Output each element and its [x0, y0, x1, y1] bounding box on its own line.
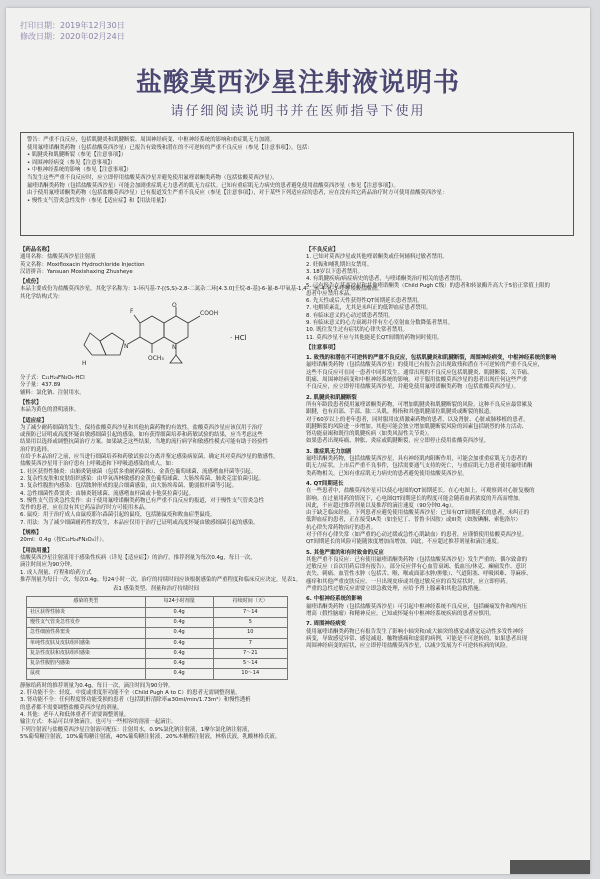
table-cell: 急性细菌性鼻窦炎: [27, 628, 146, 638]
table-header-cell: 持续时间（天）: [213, 597, 287, 607]
contraindication-line: 5. 已有报告在莫西沙星和其他喹诺酮类（Child Pugh C级）的患者和转氨酶升高大于5倍正常值上限的: [306, 283, 550, 290]
precaution-subheading: 1. 致残的和潜在不可逆转的严重不良反应，包括肌腱炎和肌腱断裂，周围神经病变，中枢神经系统的影响: [306, 355, 557, 362]
spec-line: 20ml：0.4g（按C₂₁H₂₄FN₃O₄计）。: [20, 537, 108, 544]
contraindication-line: 7. 电解质紊乱，尤其是未纠正的低钾血症患者禁用。: [306, 305, 432, 312]
precaution-subheading: 2. 肌腱炎和肌腱断裂: [306, 394, 357, 401]
table-cell: 7～14: [213, 607, 287, 617]
svg-text:COOH: COOH: [200, 310, 219, 318]
chemical-structure: [20, 303, 292, 373]
indication-line: 发作的患者，应在没有其它药品治疗时方可使用本品。: [20, 505, 150, 512]
precaution-line: 跟腱，也有肩部、手部、肱二头肌、拇指和其他肌腱部位肌腱炎或断裂的报道。: [306, 409, 495, 416]
after-table-lines: [20, 683, 292, 741]
table-cell: 复杂性皮肤和皮肤组织感染: [27, 648, 146, 658]
precaution-line: 肌腱断裂的风险进一步增加。其他可能会独立增加肌腱断裂风险的因素包括剧烈的体力活动、: [306, 423, 528, 430]
precaution-line: 增高（假性脑瘤）和精神反应。已知或怀疑有中枢神经系统疾病的患者应慎用。: [306, 610, 495, 617]
table-cell: 0.4g: [145, 617, 213, 627]
precaution-line: 周围神经病变的症状，应立即停用盐酸莫西沙星，以减少发展为不可逆转疾病的风险。: [306, 643, 511, 650]
precaution-subheading: 7. 周围神经病变: [306, 621, 347, 628]
contraindication-line: 患者中应禁用本品。: [306, 290, 355, 297]
boxed-warning: [20, 132, 574, 236]
precaution-line: 因此，不应超过推荐剂量以及推荐的滴注速度（90分钟0.4g）。: [306, 502, 457, 509]
precaution-line: 其他严重不良反应：已有使用氟喹诺酮类药物（包括盐酸莫西沙星）发生严重的、偶尔致命的: [306, 556, 528, 563]
warning-line: • 慢性支气管炎急性发作（参见【适应症】和【用法用量】）: [27, 197, 170, 204]
warning-line: • 周围神经病变（参见【注意事项】）: [27, 159, 116, 166]
contraindication-line: 3. 18岁以下患者禁用。: [306, 268, 363, 275]
contraindication-line: 10. 既往发生过有症状的心律失常者禁用。: [306, 327, 408, 334]
precaution-line: 氟喹诺酮类药物（包括盐酸莫西沙星）的使用已有报告会出现致残和潜在不可逆转的严重不良反应，: [306, 362, 544, 369]
table-row: [27, 628, 288, 638]
indication-lines: [20, 425, 292, 527]
contraindication-heading: 【不良反应】: [306, 247, 339, 253]
indication-line: 5. 慢性支气管炎急性发作：由于使用氟喹诺酮类药物已有严重不良反应的报道，对于慢性支气管炎急性: [20, 497, 265, 504]
warning-line: 由于使用氟喹诺酮类药物（包括盐酸莫西沙星）已有报道发生严重不良反应（参见【注意事项】），对于某些下列适应症的患者，应在没有其它药品治疗时方可使用盐酸莫西沙星：: [27, 190, 448, 197]
indication-line: 在给予本品治疗之前，应当进行细菌培养和药敏试验以分离并鉴定感染病原菌，确定其对莫西沙星的敏感性。: [20, 454, 279, 461]
contraindication-lines: [306, 254, 578, 342]
dosage-line: 5%葡萄糖注射液，10%葡萄糖注射液，40%葡萄糖注射液，20%木糖醇注射液，林格氏液，乳酸林格氏液。: [20, 733, 281, 740]
indication-line: 6. 鼠疫：用于治疗成人由鼠疫耶尔森菌引起的鼠疫，包括肺鼠疫和败血症型鼠疫。: [20, 512, 216, 519]
description-heading: 【性状】: [20, 399, 42, 406]
structure-diagram: [80, 303, 230, 373]
precaution-line: 不良反应，应立即停用盐酸莫西沙星，并避免使用氟喹诺酮类药物（包括盐酸莫西沙星）。: [306, 384, 519, 391]
table-cell: 0.4g: [145, 607, 213, 617]
table-header-cell: 感染的类型: [27, 597, 146, 607]
precaution-line: 肌痛、周围神经病变和中枢神经系统的影响。对于服用盐酸莫西沙星的患者出现任何这些严重: [306, 377, 528, 384]
precaution-line: 低钾血症的患者，正在接受IA类（如奎尼丁、普鲁卡因胺）或III类（如胺碘酮、索他洛尔）: [306, 517, 521, 524]
contraindication-line: 2. 妊娠和哺乳期妇女禁用。: [306, 261, 373, 268]
svg-text:N: N: [124, 343, 129, 351]
table-title: 表1 感染类型、剂量和治疗持续时间: [112, 586, 199, 593]
dosage-line: 3. 肾功能不全：任何程度肾功能受损的患者（包括肌酐清除率≤30ml/min/1.73m²）和慢性透析: [20, 697, 251, 704]
indication-line: 7. 用法：为了减少细菌耐药性的发生，本品应仅用于治疗已证明或高度怀疑由敏感细菌引起的感染。: [20, 519, 259, 526]
formula-line: 辅料：氯化钠、注射用水。: [20, 389, 85, 396]
document-subtitle: 请仔细阅读说明书并在医师指导下使用: [170, 104, 426, 119]
table-header-cell: 每24小时剂量: [145, 597, 213, 607]
indication-line: 2. 复杂性皮肤和皮肤组织感染：由甲氧西林敏感的金黄色葡萄球菌、大肠埃希菌、肺炎克雷伯菌引起。: [20, 475, 265, 482]
document-title: 盐酸莫西沙星注射液说明书: [135, 68, 460, 98]
dosage-line: 4. 其他：老年人和低体重者不需要调整剂量。: [20, 711, 130, 718]
contraindication-line: 9. 有临床意义的心力衰竭并伴有左心室射血分数降低者禁用。: [306, 319, 454, 326]
table-cell: 慢性支气管炎急性发作: [27, 617, 146, 627]
dosage-line: 滴注时间应为90分钟。: [20, 562, 76, 569]
table-cell: 单纯性皮肤及皮肤组织感染: [27, 638, 146, 648]
warning-line: 使用氟喹诺酮类药物（包括盐酸莫西沙星）已报告有致残和潜在的不可逆转的严重不良反应（参见【注意事项】），包括：: [27, 144, 313, 151]
formula-line: 分子量：437.89: [20, 382, 61, 389]
table-cell: 0.4g: [145, 648, 213, 658]
dosage-line: 盐酸莫西沙星注射液用于感染性疾病（详见【适应症】）的治疗。推荐剂量为每次0.4g，每日一次，: [20, 554, 256, 561]
print-date-stamp: [20, 20, 125, 42]
dosage-heading: 【用法用量】: [20, 547, 53, 554]
print-date: 打印日期：2019年12月30日: [20, 21, 125, 30]
table-row: [27, 607, 288, 617]
dosage-line: 2. 肝功能不全：轻度、中度或重度肝功能不全（Child Pugh A to C）的患者无需调整剂量。: [20, 690, 241, 697]
contraindication-line: 6. 先天性或后天性获得性QT间期延长患者禁用。: [306, 298, 423, 305]
page-shadow: [510, 860, 590, 874]
name-lines: [20, 254, 292, 276]
table-cell: 复杂性腹腔内感染: [27, 659, 146, 669]
ingredient-line: 其化学结构式为：: [20, 293, 64, 300]
leaflet-sheet: [6, 8, 590, 874]
precaution-subheading: 5. 其他严重的和有时致命的反应: [306, 549, 384, 556]
precaution-line: 由于缺乏临床经验，下列患者应避免使用盐酸莫西沙星：已知有QT间期延长的患者，未纠正的: [306, 510, 530, 517]
precaution-subheading: 3. 重症肌无力加剧: [306, 448, 352, 455]
indication-line: 4. 急性细菌性鼻窦炎：由肺炎链球菌、流感嗜血杆菌或卡他莫拉菌引起。: [20, 490, 194, 497]
table-body: [27, 607, 288, 679]
precaution-line: 严重的急性过敏反应需要立即急救处理，应给予肾上腺素和其他急救措施。: [306, 586, 484, 593]
table-cell: 10: [213, 628, 287, 638]
right-column: [306, 244, 578, 864]
indication-line: 结果用以选择或调整抗菌治疗方案。如果缺乏这些结果，当地的流行病学和敏感性模式可能有助于经验性: [20, 439, 268, 446]
precaution-line: 肌无力症状。上市后严重不良事件，包括需要通气支持的死亡，与重症肌无力患者使用氟喹诺酮: [306, 463, 533, 470]
table-header-row: [27, 597, 288, 607]
table-cell: 10～14: [213, 669, 287, 679]
table-cell: 0.4g: [145, 628, 213, 638]
ingredient-line: 本品主要成份为盐酸莫西沙星，其化学名称为：1-环丙基-7-[(S,S)-2,8-二氮杂二环[4.3.0]壬烷-8-基]-6-氟-8-甲氧基-1,4-二氢-4-氧-3-喹啉羧酸盐酸盐。: [20, 286, 383, 293]
precaution-subheading: 4. QT间期延长: [306, 480, 344, 487]
precaution-line: 丧失、刺痛、血管性水肿（包括舌、喉、喉或面部水肿/肿胀）、气道阻塞、呼吸困难、荨麻疹、: [306, 571, 532, 578]
indication-line: 治疗的选择。: [20, 446, 53, 453]
indication-line: 3. 复杂性腹腔内感染：包括脓肿形成的混合细菌感染，由大肠埃希菌、脆弱拟杆菌等引起。: [20, 483, 238, 490]
dosage-line: 1. 成人剂量、疗程和给药方式: [20, 569, 92, 576]
formula-line: 分子式：C₂₁H₂₄FN₃O₄·HCl: [20, 375, 85, 382]
dosage-lines: [20, 554, 302, 584]
name-line: 通用名称：盐酸莫西沙星注射液: [20, 254, 96, 261]
precaution-heading: 【注意事项】: [306, 344, 339, 351]
precaution-line: 病变，导致感觉异常、感觉减退、触物感痛和虚弱的病例，可能是不可逆转的。如果患者出现: [306, 635, 528, 642]
warning-line: • 肌腱炎和肌腱断裂（参见【注意事项】）: [27, 152, 127, 159]
dosage-line: 推荐剂量为每日一次，每次0.4g。每24小时一次。治疗的持续时间应该根据感染的严重程度和临床反应决定，见表1。: [20, 576, 302, 583]
svg-text:H: H: [82, 360, 87, 368]
table-cell: 社区获得性肺炎: [27, 607, 146, 617]
precaution-line: QT间期延长的风险可能随浓度增加而增加，因此，不应超过推荐剂量和滴注速度。: [306, 539, 503, 546]
table-cell: 5～14: [213, 659, 287, 669]
name-line: 汉语拼音：Yansuan Moxishaxing Zhusheye: [20, 268, 133, 275]
table-row: [27, 638, 288, 648]
warning-line: 当发生这些严重不良反应时，应立即停用盐酸莫西沙星并避免使用氟喹诺酮类药物（包括盐酸莫西沙星）。: [27, 174, 278, 181]
table-cell: 7: [213, 638, 287, 648]
warning-line: 氟喹诺酮类药物（包括盐酸莫西沙星）可能会加剧重症肌无力患者的肌无力症状。已知有重症肌无力病史的患者避免使用盐酸莫西沙星（参见【注意事项】）。: [27, 182, 399, 189]
indication-line: 1. 社区获得性肺炎：由肺炎链球菌（包括多重耐药菌株）、金黄色葡萄球菌、流感嗜血杆菌等引起。: [20, 468, 256, 475]
description-line: 本品为黄色的澄明液体。: [20, 407, 80, 414]
svg-text:O: O: [172, 302, 177, 310]
table-row: [27, 659, 288, 669]
table-cell: 0.4g: [145, 669, 213, 679]
precaution-line: 对于伴有心律失常（如严重的心动过缓或急性心肌缺血）的患者，应谨慎使用盐酸莫西沙星。: [306, 531, 528, 538]
table-cell: 鼠疫: [27, 669, 146, 679]
contraindication-line: 11. 莫西沙星不应与其他能延长QT间期的药物同时使用。: [306, 334, 443, 341]
indication-line: 或预防已证明或高度怀疑由敏感细菌引起的感染。如有获得细菌培养和药敏试验的结果，应当考虑这些: [20, 432, 263, 439]
table-cell: 5: [213, 617, 287, 627]
table-row: [27, 617, 288, 627]
formula-lines: [20, 375, 292, 397]
indication-line: 为了减少耐药细菌的发生，保持盐酸莫西沙星和其他抗菌药物的有效性，盐酸莫西沙星应该仅用于治疗: [20, 424, 263, 431]
spec-lines: [20, 537, 292, 544]
precaution-line: 抗心律失常药物治疗的患者。: [306, 524, 377, 531]
contraindication-line: 1. 已知对莫西沙星或其他喹诺酮类或任何辅料过敏者禁用。: [306, 254, 448, 261]
contraindication-line: 8. 有临床意义的心动过缓患者禁用。: [306, 312, 394, 319]
name-line: 英文名称：Moxifloxacin Hydrochloride Injection: [20, 261, 145, 268]
precaution-block: [306, 355, 578, 650]
table-cell: 7～21: [213, 648, 287, 658]
precaution-line: 使用氟喹诺酮类药物已有报告发生了影响小轴突和/或大轴突的感觉或感觉运动性多发性神经: [306, 628, 524, 635]
precaution-line: 所有年龄段患者使用氟喹诺酮类药物，可增加肌腱炎和肌腱断裂的风险。这种不良反应最常累及: [306, 401, 533, 408]
precaution-line: 肾功能衰竭和既往的肌腱疾病（如类风湿性关节炎）。: [306, 431, 433, 438]
table-cell: 0.4g: [145, 659, 213, 669]
hcl-label: · HCl: [230, 334, 247, 343]
svg-text:OCH₃: OCH₃: [148, 355, 164, 363]
contraindication-line: 4. 有肌腱疾病/病症病史的患者，与喹诺酮类治疗相关的患者禁用。: [306, 276, 466, 283]
precaution-line: 如果患者出现疼痛、肿胀、炎症或肌腱断裂，应立即停止使用盐酸莫西沙星。: [306, 438, 490, 445]
name-heading: 【药品名称】: [20, 247, 53, 253]
precaution-line: 氟喹诺酮类药物，包括盐酸莫西沙星，具有神经肌肉阻断作用，可能会加重重症肌无力患者的: [306, 456, 528, 463]
precaution-line: 这些不良反应可在同一患者中同时发生。通常出现的不良反应包括肌腱炎、肌腱断裂、关节痛、: [306, 369, 533, 376]
spec-heading: 【规格】: [20, 530, 42, 537]
precaution-line: 类药物相关。已知有重症肌无力病史的患者避免使用盐酸莫西沙星。: [306, 470, 468, 477]
table-cell: 0.4g: [145, 638, 213, 648]
table-row: [27, 648, 288, 658]
precaution-subheading: 6. 中枢神经系统的影响: [306, 596, 363, 603]
dosage-line: 下列注射液与盐酸莫西沙星注射液可配伍：注射用水，0.9%氯化钠注射液，1摩尔氯化钠注射液，: [20, 726, 253, 733]
warning-line: • 中枢神经系统的影响（参见【注意事项】）: [27, 167, 132, 174]
precaution-line: 氟喹诺酮类药物（包括盐酸莫西沙星）可引起中枢神经系统不良反应，包括癫痫发作和颅内压: [306, 603, 528, 610]
dosage-table: [26, 596, 288, 679]
dosage-line: 的患者都不需要调整盐酸莫西沙星的剂量。: [20, 704, 123, 711]
precaution-line: 过敏反应（首次用药后即有报告）。部分反应伴有心血管衰竭、低血压/休克、癫痫发作、意识: [306, 564, 527, 571]
dosage-line: 输注方式：本品可以单独滴注，也可与一些相容的溶液一起滴注。: [20, 719, 177, 726]
table-row: [27, 669, 288, 679]
svg-text:F: F: [130, 308, 134, 316]
description-lines: [20, 407, 292, 414]
precaution-line: 在一些患者中，盐酸莫西沙星可以使心电图的QT间期延长。在心电图上，可观察到对心脏复极的: [306, 488, 535, 495]
warning-line: 警告：严重不良反应，包括肌腱炎和肌腱断裂、周围神经病变、中枢神经系统的影响和重症肌无力加剧。: [27, 137, 275, 143]
dosage-line: 静脉给药时的推荐剂量为0.4g，每日一次，滴注时间为90分钟。: [20, 682, 174, 689]
ingredient-heading: 【成份】: [20, 279, 42, 286]
indication-line: 盐酸莫西沙星用于治疗患有上呼吸道和下呼吸道感染的成人，如：: [20, 461, 177, 468]
indication-heading: 【适应症】: [20, 417, 47, 424]
revision-date: 修改日期：2020年02月24日: [20, 32, 125, 41]
precaution-line: 瘙痒和其他严重皮肤反应。一旦出现皮疹或其他过敏反应的首发症状时，应立即停药。: [306, 578, 511, 585]
precaution-line: 对于60岁以上的老年患者，同时服用皮质激素药物的患者，以及肾脏、心脏或肺移植的患者，: [306, 416, 529, 423]
svg-text:N: N: [172, 344, 177, 352]
precaution-line: 影响。在过量用药的情况下，心电图QT间期延长的程度可能会随着血药浓度的升高而增加。: [306, 495, 524, 502]
